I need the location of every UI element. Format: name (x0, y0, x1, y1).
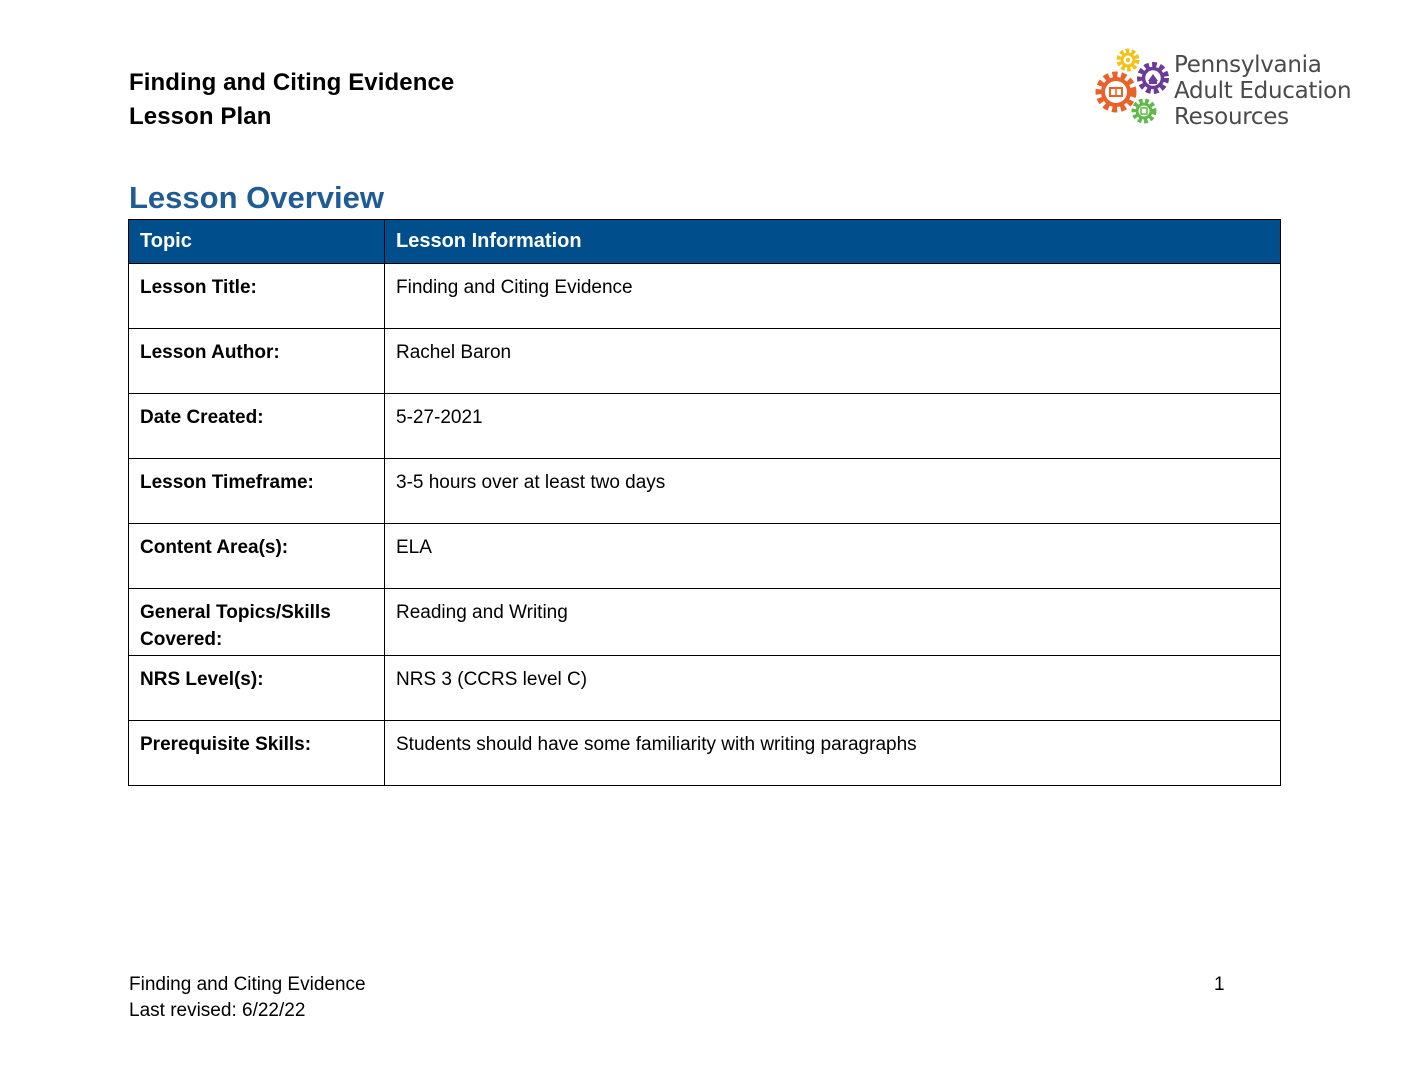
row-value: Reading and Writing (385, 589, 1281, 656)
row-key: Content Area(s): (129, 524, 385, 589)
lesson-overview-table (128, 219, 1281, 786)
table-row (129, 394, 1281, 459)
document-title-line1: Finding and Citing Evidence (129, 69, 455, 96)
table-row (129, 459, 1281, 524)
page-number: 1 (1214, 974, 1225, 995)
row-value: Students should have some familiarity with writing paragraphs (385, 721, 1281, 786)
table-row (129, 329, 1281, 394)
row-value: 3-5 hours over at least two days (385, 459, 1281, 524)
logo-line-1: Pennsylvania (1174, 52, 1322, 78)
section-heading: Lesson Overview (129, 180, 385, 215)
row-key: Date Created: (129, 394, 385, 459)
footer-document-name: Finding and Citing Evidence (129, 974, 366, 995)
row-value: Finding and Citing Evidence (385, 264, 1281, 329)
column-header-topic: Topic (129, 220, 385, 264)
gears-icon (1094, 46, 1174, 130)
document-title (129, 66, 454, 134)
table-row (129, 264, 1281, 329)
row-value: NRS 3 (CCRS level C) (385, 656, 1281, 721)
logo-line-2: Adult Education (1174, 78, 1352, 104)
row-value: ELA (385, 524, 1281, 589)
document-title-line2: Lesson Plan (129, 103, 272, 130)
logo-line-3: Resources (1174, 104, 1289, 130)
row-value: Rachel Baron (385, 329, 1281, 394)
row-key: Lesson Timeframe: (129, 459, 385, 524)
table-row (129, 656, 1281, 721)
logo-wordmark (1174, 52, 1351, 130)
table-row (129, 524, 1281, 589)
row-key: NRS Level(s): (129, 656, 385, 721)
table-row (129, 721, 1281, 786)
pa-adult-education-logo (1094, 46, 1364, 130)
row-key: Lesson Title: (129, 264, 385, 329)
row-key: Lesson Author: (129, 329, 385, 394)
table-row (129, 589, 1281, 656)
row-key: General Topics/Skills Covered: (129, 589, 385, 656)
row-value: 5-27-2021 (385, 394, 1281, 459)
column-header-lesson-information: Lesson Information (385, 220, 1281, 264)
row-key: Prerequisite Skills: (129, 721, 385, 786)
footer (129, 972, 366, 1024)
table-header-row (129, 220, 1281, 264)
footer-revised-date: Last revised: 6/22/22 (129, 1000, 306, 1021)
